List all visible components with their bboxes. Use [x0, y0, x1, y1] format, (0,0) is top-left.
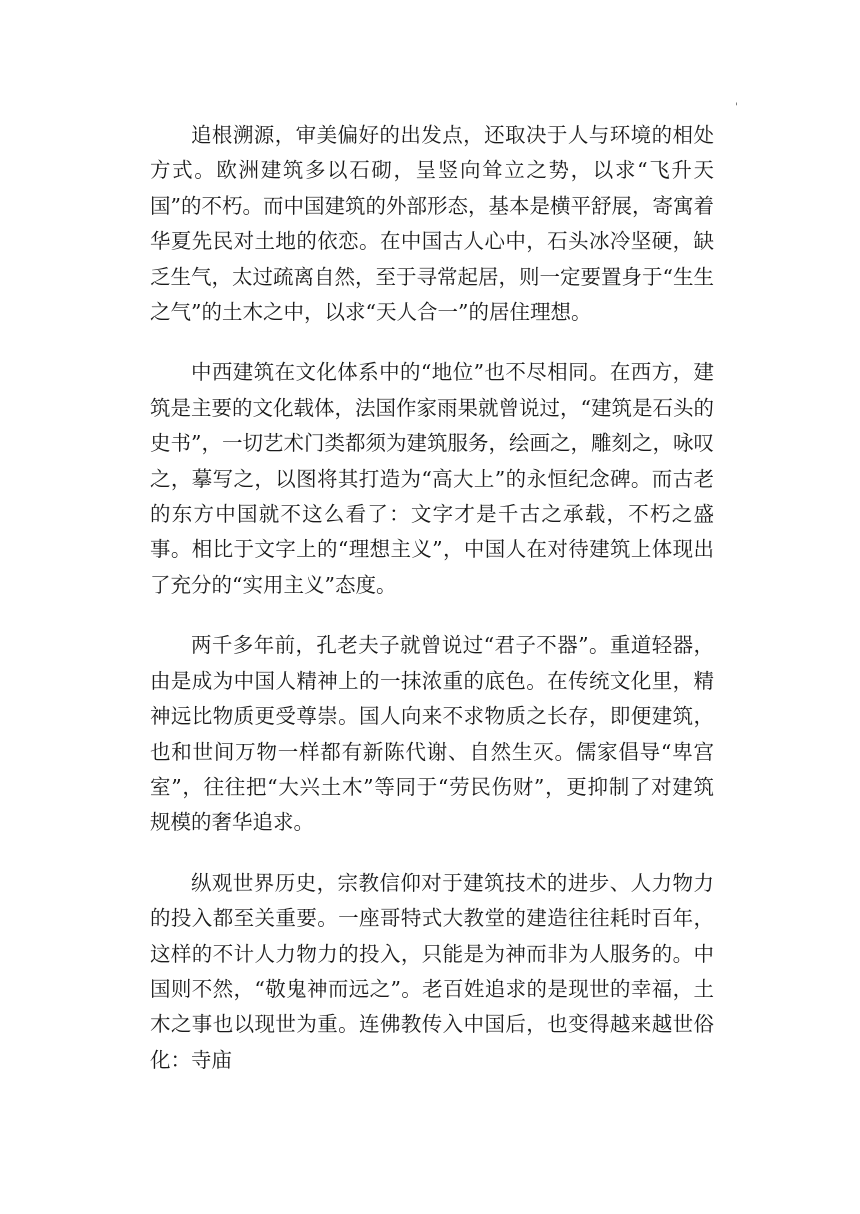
article-body — [150, 118, 714, 1078]
paragraph-1: 追根溯源，审美偏好的出发点，还取决于人与环境的相处方式。欧洲建筑多以石砌，呈竖向耸立之势，以求“飞升天国”的不朽。而中国建筑的外部形态，基本是横平舒展，寄寓着华夏先民对土地的依恋。在中国古人心中，石头冰冷坚硬，缺乏生气，太过疏离自然，至于寻常起居，则一定要置身于“生生之气”的土木之中，以求“天人合一”的居住理想。 — [150, 123, 714, 325]
paragraph-4: 纵观世界历史，宗教信仰对于建筑技术的进步、人力物力的投入都至关重要。一座哥特式大教堂的建造往往耗时百年，这样的不计人力物力的投入，只能是为神而非为人服务的。中国则不然，“敬鬼神而远之”。老百姓追求的是现世的幸福，土木之事也以现世为重。连佛教传入中国后，也变得越来越世俗化：寺庙 — [150, 870, 714, 1072]
corner-mark: ' — [735, 102, 738, 113]
paragraph-3: 两千多年前，孔老夫子就曾说过“君子不器”。重道轻器，由是成为中国人精神上的一抹浓重的底色。在传统文化里，精神远比物质更受尊崇。国人向来不求物质之长存，即便建筑，也和世间万物一样都有新陈代谢、自然生灭。儒家倡导“卑宫室”，往往把“大兴土木”等同于“劳民伤财”，更抑制了对建筑规模的奢华追求。 — [150, 633, 714, 835]
paragraph-2: 中西建筑在文化体系中的“地位”也不尽相同。在西方，建筑是主要的文化载体，法国作家雨果就曾说过，“建筑是石头的史书”，一切艺术门类都须为建筑服务，绘画之，雕刻之，咏叹之，摹写之，以图将其打造为“高大上”的永恒纪念碑。而古老的东方中国就不这么看了：文字才是千古之承载，不朽之盛事。相比于文字上的“理想主义”，中国人在对待建筑上体现出了充分的“实用主义”态度。 — [150, 360, 714, 597]
